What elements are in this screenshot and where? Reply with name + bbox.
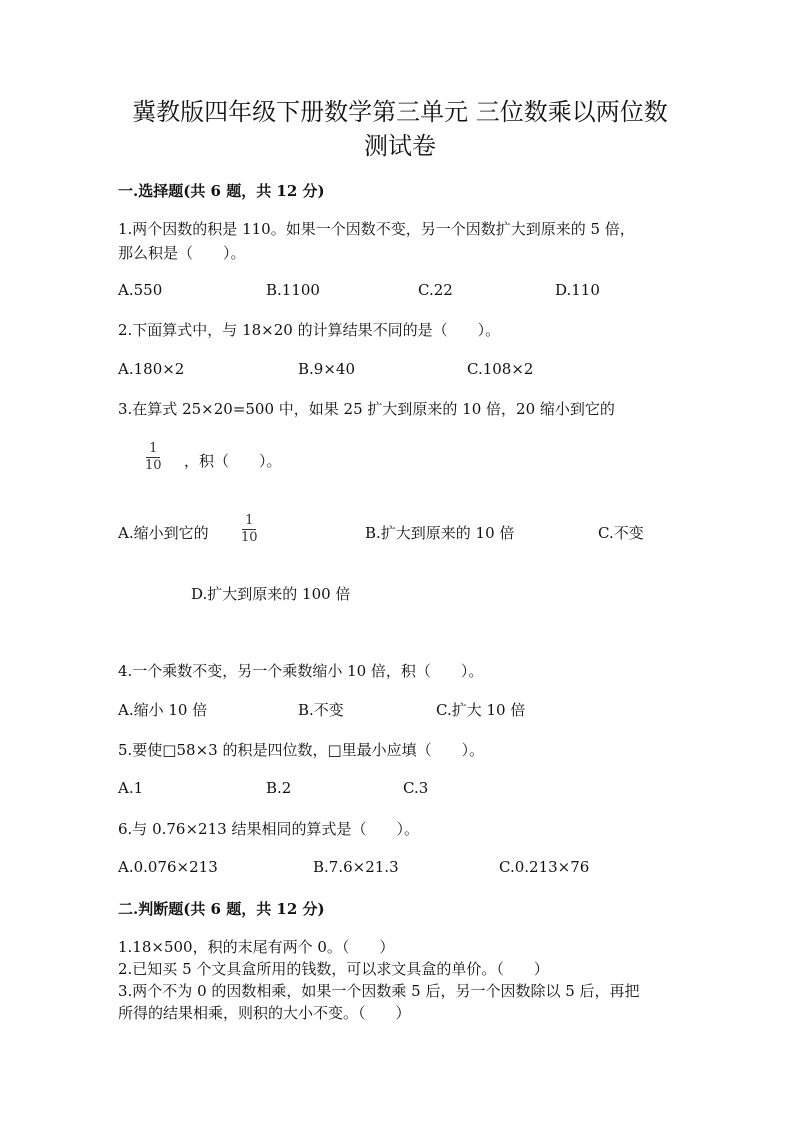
question-1-line1: 1.两个因数的积是 110。如果一个因数不变，另一个因数扩大到原来的 5 倍， [118, 220, 635, 238]
q3-option-a-label: A.缩小到它的 [118, 524, 209, 542]
q6-option-a: A.0.076×213 [118, 858, 218, 876]
question-3-line1: 3.在算式 25×20=500 中，如果 25 扩大到原来的 10 倍，20 缩小到它的 [118, 400, 615, 418]
question-3-line2: ，积（ ）。 [184, 452, 282, 470]
question-2: 2.下面算式中，与 18×20 的计算结果不同的是（ ）。 [118, 321, 501, 339]
page-title-line1: 冀教版四年级下册数学第三单元 三位数乘以两位数 [132, 98, 668, 126]
section-heading-judgment: 二.判断题(共 6 题，共 12 分) [118, 900, 325, 918]
q1-option-d: D.110 [555, 281, 600, 299]
q1-option-b: B.1100 [266, 281, 320, 299]
q3-option-a-fraction-numerator: 1 [245, 513, 254, 528]
q3-option-c: C.不变 [598, 524, 644, 542]
question-5: 5.要使□58×3 的积是四位数，□里最小应填（ ）。 [118, 741, 485, 759]
judgment-question-3-line2: 所得的结果相乘，则积的大小不变。（ ） [118, 1004, 411, 1022]
q5-option-a: A.1 [118, 779, 144, 797]
section-heading-choice: 一.选择题(共 6 题，共 12 分) [118, 182, 325, 200]
q4-option-c: C.扩大 10 倍 [436, 701, 526, 719]
q3-option-d: D.扩大到原来的 100 倍 [191, 585, 351, 603]
q1-option-a: A.550 [118, 281, 163, 299]
q6-option-b: B.7.6×21.3 [313, 858, 399, 876]
judgment-question-3-line1: 3.两个不为 0 的因数相乘，如果一个因数乘 5 后，另一个因数除以 5 后，再把 [118, 982, 640, 1000]
judgment-question-1: 1.18×500，积的末尾有两个 0。（ ） [118, 938, 395, 956]
q2-option-c: C.108×2 [467, 360, 534, 378]
q6-option-c: C.0.213×76 [499, 858, 590, 876]
q3-fraction-denominator: 10 [145, 458, 162, 473]
q3-option-a-fraction [241, 514, 258, 545]
q4-option-a: A.缩小 10 倍 [118, 701, 208, 719]
q3-option-a-fraction-denominator: 10 [241, 530, 258, 545]
q3-option-b: B.扩大到原来的 10 倍 [365, 524, 515, 542]
q5-option-c: C.3 [403, 779, 429, 797]
question-1-line2: 那么积是（ ）。 [118, 244, 246, 262]
page-title-line2: 测试卷 [364, 132, 436, 160]
q1-option-c: C.22 [418, 281, 453, 299]
q5-option-b: B.2 [266, 779, 292, 797]
question-6: 6.与 0.76×213 结果相同的算式是（ ）。 [118, 820, 419, 838]
q3-fraction [145, 442, 162, 473]
judgment-question-2: 2.已知买 5 个文具盒所用的钱数，可以求文具盒的单价。（ ） [118, 960, 549, 978]
q2-option-b: B.9×40 [298, 360, 355, 378]
q2-option-a: A.180×2 [118, 360, 185, 378]
question-4: 4.一个乘数不变，另一个乘数缩小 10 倍，积（ ）。 [118, 662, 484, 680]
q3-fraction-numerator: 1 [149, 441, 158, 456]
q4-option-b: B.不变 [298, 701, 344, 719]
